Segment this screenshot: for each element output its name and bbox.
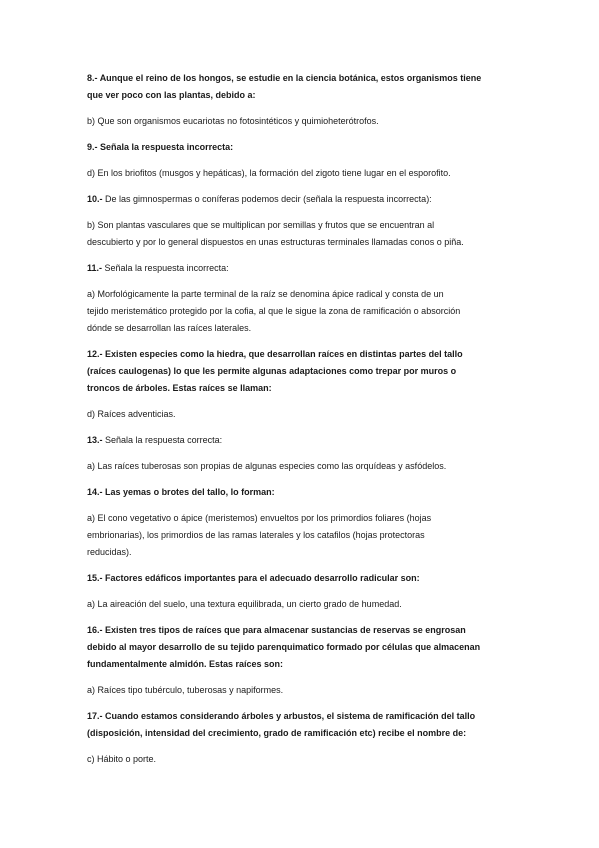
answer-line: dónde se desarrollan las raíces laterales.	[87, 323, 252, 333]
answer-line: b) Que son organismos eucariotas no fotosintéticos y quimioheterótrofos.	[87, 116, 379, 126]
answer-9	[87, 682, 517, 699]
answer-line: b) Son plantas vasculares que se multiplican por semillas y frutos que se encuentran al	[87, 220, 435, 230]
answer-8	[87, 596, 517, 613]
answer-line: d) Raíces adventicias.	[87, 409, 176, 419]
question-3	[87, 191, 517, 208]
answer-line: embrionarias), los primordios de las ramas laterales y los catafilos (hojas protectoras	[87, 530, 425, 540]
question-number: 16.-	[87, 625, 103, 635]
question-text: Señala la respuesta incorrecta:	[104, 263, 229, 273]
question-10	[87, 708, 517, 742]
question-text: Existen tres tipos de raíces que para almacenar sustancias de reservas se engrosan	[105, 625, 466, 635]
answer-4	[87, 286, 517, 337]
answer-7	[87, 510, 517, 561]
question-line	[87, 260, 517, 277]
question-line	[87, 70, 517, 87]
question-line	[87, 380, 517, 397]
question-text: (disposición, intensidad del crecimiento, grado de ramificación etc) recibe el nombre de:	[87, 728, 467, 738]
question-line	[87, 570, 517, 587]
question-line	[87, 191, 517, 208]
question-5	[87, 346, 517, 397]
question-text: Cuando estamos considerando árboles y arbustos, el sistema de ramificación del tallo	[105, 711, 476, 721]
question-text: debido al mayor desarrollo de su tejido parenquimatico formado por células que almacenan	[87, 642, 481, 652]
answer-line: a) Las raíces tuberosas son propias de algunas especies como las orquídeas y asfódelos.	[87, 461, 447, 471]
answer-1	[87, 113, 517, 130]
question-line	[87, 656, 517, 673]
question-text: De las gimnospermas o coníferas podemos decir (señala la respuesta incorrecta):	[105, 194, 432, 204]
question-2	[87, 139, 517, 156]
document-page	[87, 70, 517, 777]
question-4	[87, 260, 517, 277]
question-number: 15.-	[87, 573, 103, 583]
question-text: Aunque el reino de los hongos, se estudie en la ciencia botánica, estos organismos tiene	[99, 73, 482, 83]
question-text: Existen especies como la hiedra, que desarrollan raíces en distintas partes del tallo	[105, 349, 463, 359]
question-line	[87, 639, 517, 656]
answer-line: a) Raíces tipo tubérculo, tuberosas y napiformes.	[87, 685, 284, 695]
question-line	[87, 432, 517, 449]
answer-3	[87, 217, 517, 251]
question-text: que ver poco con las plantas, debido a:	[87, 90, 256, 100]
question-text: fundamentalmente almidón. Estas raíces son:	[87, 659, 284, 669]
question-number: 8.-	[87, 73, 98, 83]
question-9	[87, 622, 517, 673]
question-line	[87, 484, 517, 501]
question-number: 13.-	[87, 435, 103, 445]
answer-line: descubierto y por lo general dispuestos en unas estructuras terminales llamadas conos o piña.	[87, 237, 464, 247]
question-text: (raíces caulogenas) lo que les permite algunas adaptaciones como trepar por muros o	[87, 366, 457, 376]
question-6	[87, 432, 517, 449]
answer-2	[87, 165, 517, 182]
question-number: 10.-	[87, 194, 103, 204]
question-7	[87, 484, 517, 501]
question-text: Señala la respuesta correcta:	[105, 435, 223, 445]
answer-line: c) Hábito o porte.	[87, 754, 157, 764]
answer-line: a) El cono vegetativo o ápice (meristemos) envueltos por los primordios foliares (hojas	[87, 513, 432, 523]
answer-line: d) En los briofitos (musgos y hepáticas), la formación del zigoto tiene lugar en el esporofito.	[87, 168, 451, 178]
question-text: Señala la respuesta incorrecta:	[100, 142, 234, 152]
question-number: 9.-	[87, 142, 98, 152]
answer-line: reducidas).	[87, 547, 132, 557]
answer-10	[87, 751, 517, 768]
answer-line: a) Morfológicamente la parte terminal de la raíz se denomina ápice radical y consta de un	[87, 289, 444, 299]
question-text: Las yemas o brotes del tallo, lo forman:	[105, 487, 275, 497]
question-line	[87, 139, 517, 156]
question-number: 14.-	[87, 487, 103, 497]
question-line	[87, 725, 517, 742]
question-number: 11.-	[87, 263, 103, 273]
question-8	[87, 570, 517, 587]
question-line	[87, 708, 517, 725]
answer-line: a) La aireación del suelo, una textura equilibrada, un cierto grado de humedad.	[87, 599, 402, 609]
question-line	[87, 622, 517, 639]
question-line	[87, 363, 517, 380]
answer-6	[87, 458, 517, 475]
question-text: Factores edáficos importantes para el adecuado desarrollo radicular son:	[105, 573, 420, 583]
question-text: troncos de árboles. Estas raíces se llaman:	[87, 383, 272, 393]
question-1	[87, 70, 517, 104]
answer-line: tejido meristemático protegido por la cofia, al que le sigue la zona de ramificación o absorción	[87, 306, 461, 316]
answer-5	[87, 406, 517, 423]
question-number: 17.-	[87, 711, 103, 721]
question-line	[87, 87, 517, 104]
question-number: 12.-	[87, 349, 103, 359]
question-line	[87, 346, 517, 363]
